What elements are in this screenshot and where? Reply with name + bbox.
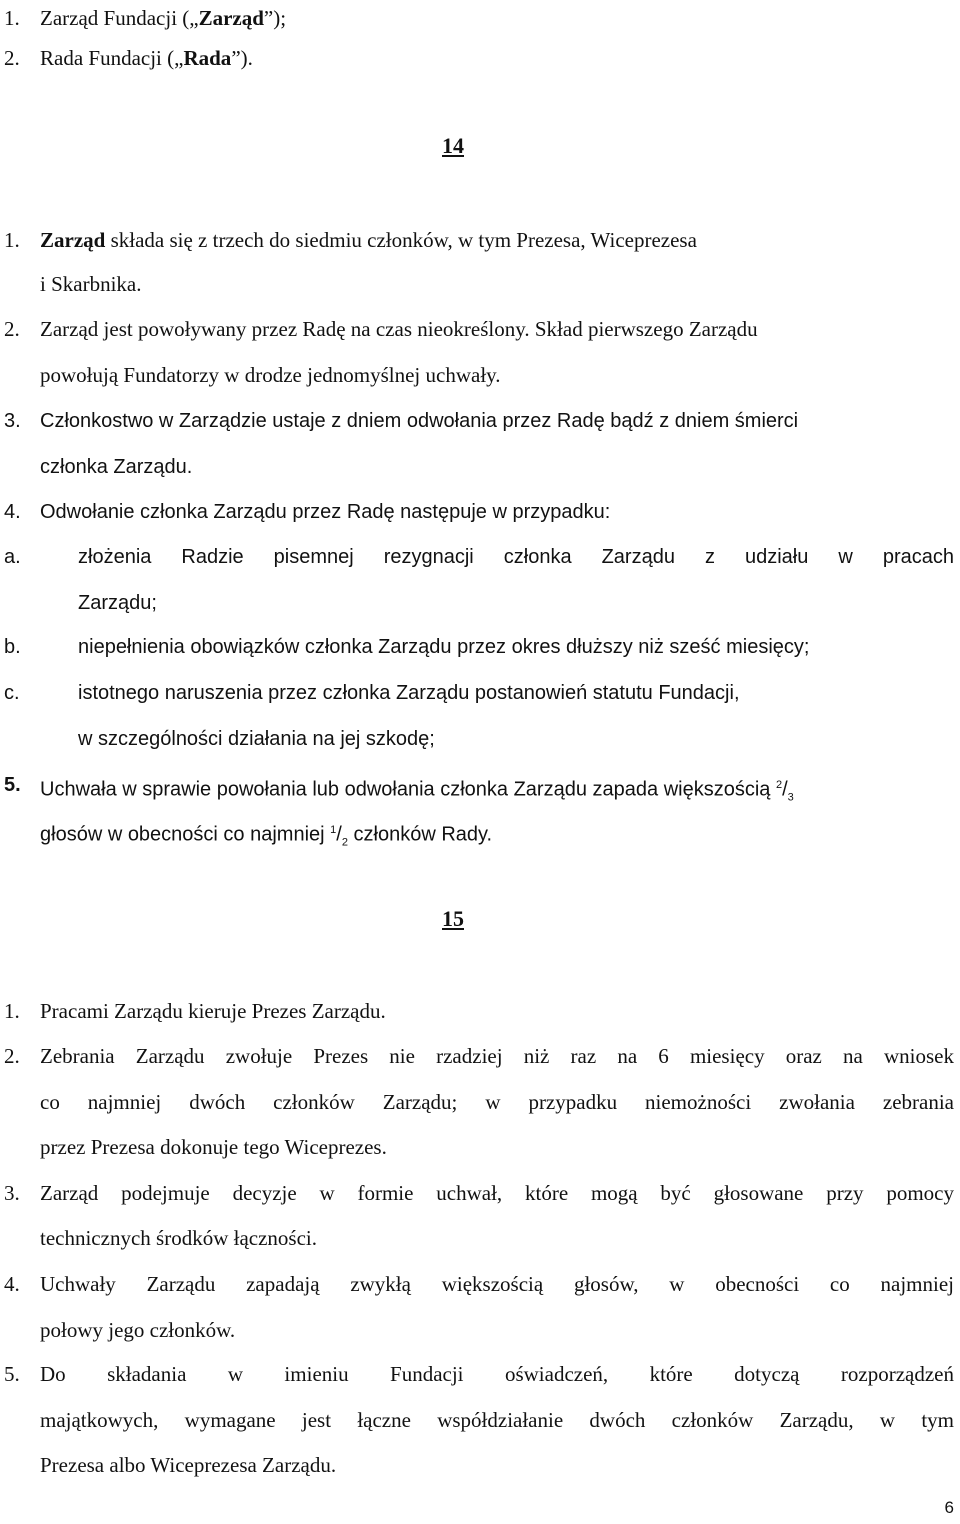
document-page: 1. Zarząd Fundacji („Zarząd”); 2. Rada Fundacji („Rada”). 14 1. Zarząd składa się z trzech do siedmiu członków, w tym Prezesa, Wiceprezesa i Skarbnika. 2. Zarząd jest powoływany przez Radę na czas nieokreślony. Skład pierwszego Zarządu powołują Fundatorzy w drodze jednomyślnej uchwały. 3. Członkostwo w Zarządzie ustaje z dniem odwołania przez Radę bądź z dniem śmierci członka Zarządu. 4. Odwołanie członka Zarządu przez Radę następuje w przypadku: a. złożenia Radzie pisemnej rezygnacji członka Zarządu z udziału w pracach Zarządu; b. niepełnienia obowiązków członka Zarządu przez okres dłuższy niż sześć miesięcy; c. istotnego naruszenia przez członka Zarządu postanowień statutu Fundacji, w szczególności działania na jej szkodę; 5. Uchwała w sprawie powołania lub odwołania członka Zarządu zapada większością $^2/_3$ głosów w obecności co najmniej $^1/_2$ członków Rady. 15 1. Pracami Zarządu kieruje Prezes Zarządu. 2. Zebrania Zarządu zwołuje Prezes nie rzadziej niż raz na 6 miesięcy oraz na wniosek co najmniej dwóch członków Zarządu; w przypadku niemożności zwołania zebrania przez Prezesa dokonuje tego Wiceprezes. 3. Zarząd podejmuje decyzje w formie uchwał, które mogą być głosowane przy pomocy technicznych środków łączności. 4. Uchwały Zarządu zapadają zwykłą większością głosów, w obecności co najmniej połowy jego członków. 5. Do składania w imieniu Fundacji oświadczeń, które dotyczą rozporządzeń majątkowych, wymagane jest łączne współdziałanie dwóch członków Zarządu, w tym Prezesa albo Wiceprezesa Zarządu. 6 xyxy=(4,6,954,1517)
page-number: 6 xyxy=(944,1498,954,1517)
section-15-heading: 15 xyxy=(442,906,464,931)
section-14-heading: 14 xyxy=(442,133,464,158)
